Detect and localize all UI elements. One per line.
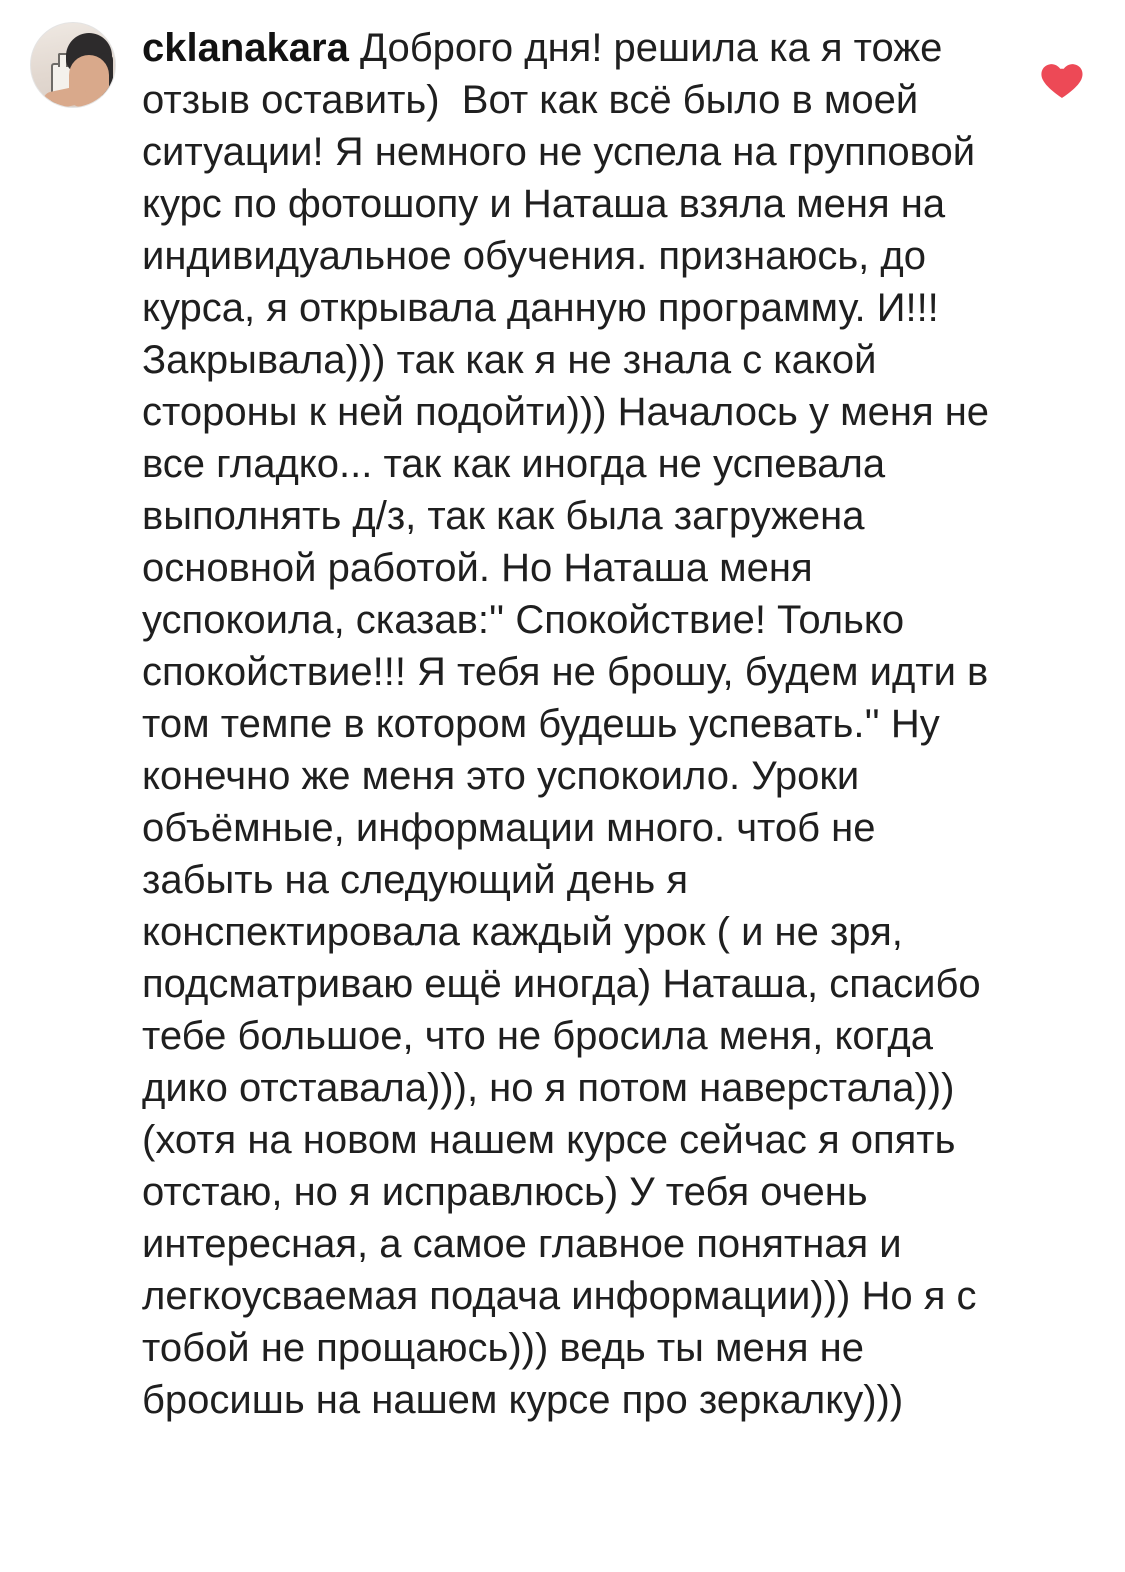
comment-username[interactable]: cklanakara xyxy=(142,26,349,70)
avatar-image[interactable] xyxy=(30,22,116,108)
comment-text: Доброго дня! решила ка я тоже отзыв оставить) Вот как всё было в моей ситуации! Я немного не успела на групповой курс по фотошопу и Наташа взяла меня на индивидуальное обучения. признаюсь, до курса, я открывала данную программу. И!!! Закрывала))) так как я не знала с какой стороны к ней подойти))) Началось у меня не все гладко... так как иногда не успевала выполнять д/з, так как была загружена основной работой. Но Наташа меня успокоила, сказав:'' Спокойствие! Только спокойствие!!! Я тебя не брошу, будем идти в том темпе в котором будешь успевать.'' Ну конечно же меня это успокоило. Уроки объёмные, информации много. чтоб не забыть на следующий день я конспектировала каждый урок ( и не зря, подсматриваю ещё иногда) Наташа, спасибо тебе большое, что не бросила меня, когда дико отставала))), но я потом наверстала))) (хотя на новом нашем курсе сейчас я опять отстаю, но я исправлюсь) У тебя очень интересная, а самое главное понятная и легкоусваемая подача информации))) Но я с тобой не прощаюсь))) ведь ты меня не бросишь на нашем курсе про зеркалку))) xyxy=(142,26,1001,1422)
like-button[interactable] xyxy=(1029,22,1095,104)
comment-text-block xyxy=(142,22,1015,1426)
comment-body xyxy=(142,22,1029,1426)
heart-icon[interactable] xyxy=(1038,56,1086,104)
avatar[interactable] xyxy=(30,22,116,108)
